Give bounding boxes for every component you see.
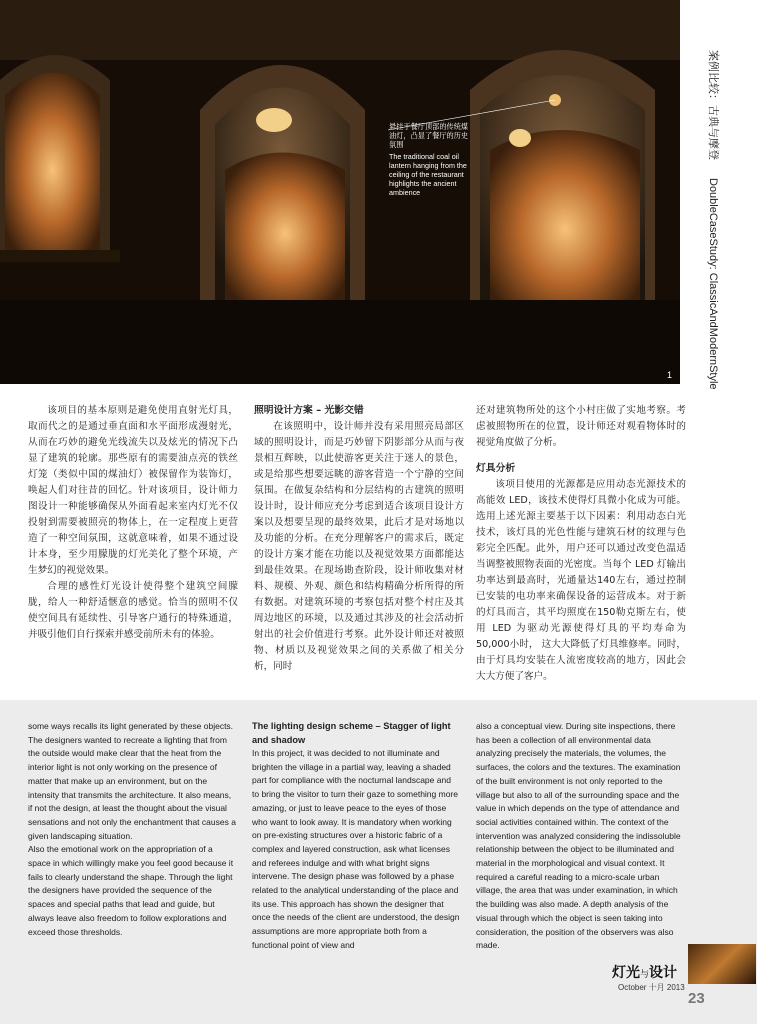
cn-column-2	[254, 403, 464, 675]
logo-text-b: 与	[640, 970, 650, 980]
photo-caption-en: The traditional coal oil lantern hanging from the ceiling of the restaurant highlights the ancient ambience	[389, 152, 467, 197]
photo-number: 1	[666, 370, 672, 380]
en-paragraph: also a conceptual view. During site inspections, there has been a collection of all environmental data analyzing precisely the materials, the volumes, the surfaces, the colors and the textures. The examination of the built environment is not only reported to the village but also to all of the surrounding space and the value in which depends on the type of attendance and social activities contained within. The context of the intervention was analyzed considering the indissoluble relationship between the object to be illuminated and material in the morphological and visual context. It required a careful reading to a micro-scale urban village, the area that was under examination, in which the building was also made. A depth analysis of the visual through which the object is seen taking into consideration, the position of the observers was also made.	[476, 721, 681, 951]
cn-paragraph: 该项目使用的光源都是应用动态光源技术的高能效 LED，该技术使得灯具微小化成为可能。选用上述光源主要基于以下因素：利用动态白光技术，该灯具的光色性能与建筑石材的纹理与色彩完全匹配。此外，用户还可以通过改变色温适当调整被照物表面的光密度。当每个 LED 灯输出功率达到最高时，光通量达140左右，通过控制已安装的电功率来确保设备的运营成本。对于新的灯具而言，其平均照度在150勒克斯左右，使用 LED 为驱动光源使得灯具的平均寿命为50,000小时， 这大大降低了灯具维修率。同时，由于灯具均安装在人流密度较高的地方，因此会大大方便了客户。	[476, 479, 686, 682]
en-column-3	[476, 720, 684, 953]
cn-paragraph: 该项目的基本原则是避免使用直射光灯具，取而代之的是通过垂直面和水平面形成漫射光，从而在巧妙的避免光线流失以及炫光的情况下凸显了建筑的轮廓。那些原有的需要油点亮的铁丝灯笼（类似中国的煤油灯）被保留作为装饰灯，唤起人们对往昔的回忆。针对该项目，设计师力图设计一种能够确保从外面看起来室内灯光不仅投射到需要被照亮的物体上，在一定程度上更营造了一种空间氛围，这就意味着，如果不通过设计本身，至少用朦胧的灯光美化了整个环境，产生梦幻的视觉效果。	[28, 405, 238, 576]
cn-paragraph: 在该照明中，设计师并没有采用照亮局部区域的照明设计，而是巧妙留下阴影部分从而与夜景相互辉映，以此使游客更关注于迷人的景色，或是给那些想要远眺的游客营造一个宁静的空间氛围。在做复杂结构和分层结构的古建筑的照明设计时，设计师应充分考虑到适合该项目设计方案以及想要呈现的最终效果，此后才是对场地以及功能的分析。在充分理解客户的需求后，既定的设计方案才能在功能以及视觉效果方面都能达到最佳效果。在现场勘查阶段，设计师收集对材料、规模、外观、颜色和结构精确分析所得的所有数据。对建筑环境的考察包括对整个村庄及其周边地区的环境，以及通过其涉及的社会活动折射出的社会价值进行考察。此外设计师还对被照物、材质以及视觉效果之间的关系做了相关分析，同时	[254, 421, 464, 672]
photo-caption	[389, 122, 471, 197]
page-number: 23	[688, 990, 705, 1007]
side-running-title	[708, 50, 732, 470]
cn-column-1	[28, 403, 238, 643]
issue-date: October 十月 2013	[618, 983, 685, 992]
en-paragraph: Also the emotional work on the appropriation of a space in which willingly make you feel good because it fails to clearly understand the shape. Through the light the designers have provided the sequence of the spaces and special paths that lead and guide, but always leave also freedom to follow explorations and exceed those thresholds.	[28, 844, 234, 937]
photo-caption-cn: 悬挂于餐厅顶部的传统煤油灯，凸显了餐厅的历史氛围	[389, 122, 469, 149]
cn-column-3	[476, 403, 686, 685]
cn-section-heading: 灯具分析	[476, 463, 516, 474]
photo-illustration	[0, 0, 680, 384]
logo-text-a: 灯光	[612, 965, 640, 981]
en-paragraph: some ways recalls its light generated by these objects. The designers wanted to recreate a lighting that from the outside would make clear that the heat from the interior light is not only working on the presence of matter that make up an environment, but on the intensity that transmits the architecture. It also means, if not the design, at least the thought about the visual sensations and not only the enchantment that causes a given landscaping situation.	[28, 721, 236, 841]
footer-thumbnail-image	[688, 944, 756, 984]
en-section-heading: The lighting design scheme – Stagger of light and shadow	[252, 721, 451, 745]
cn-paragraph: 合理的感性灯光设计使得整个建筑空间朦胧，给人一种舒适惬意的感觉。恰当的照明不仅使空间具有延续性、引导客户通行的特殊通道，并吸引他们自行探索并感受前所未有的体验。	[28, 581, 238, 640]
side-title-cn: 案例比较：古典与摩登	[707, 50, 720, 160]
en-paragraph: In this project, it was decided to not illuminate and brighten the village in a partial way, leaving a shaded part for compliance with the nocturnal landscape and to bring the visitor to turn their gaze to something more amazing, or just to leave peace to the eyes of those who want to look away. It is mandatory when working on pre-existing structures over a historic fabric of a complex and layered construction, ask what licenses and referees indulge and with what bright signs intervene. The design phase was followed by a phase related to the analytical understanding of the place and its use. This approach has shown the designer that once the needs of the client are understood, the design assumptions are more appropriate both from a functional point of view and	[252, 748, 460, 950]
en-column-2	[252, 720, 460, 953]
night-restaurant-photo	[0, 0, 680, 384]
side-title-en: DoubleCaseStudy: ClassicAndModernStyle	[707, 178, 719, 390]
cn-section-heading: 照明设计方案 – 光影交错	[254, 405, 364, 416]
magazine-logo	[612, 962, 677, 982]
en-column-1	[28, 720, 236, 939]
logo-text-c: 设计	[649, 965, 678, 981]
cn-paragraph: 还对建筑物所处的这个小村庄做了实地考察。考虑被照物所在的位置，设计师还对观看物体时的视觉角度做了分析。	[476, 405, 686, 448]
